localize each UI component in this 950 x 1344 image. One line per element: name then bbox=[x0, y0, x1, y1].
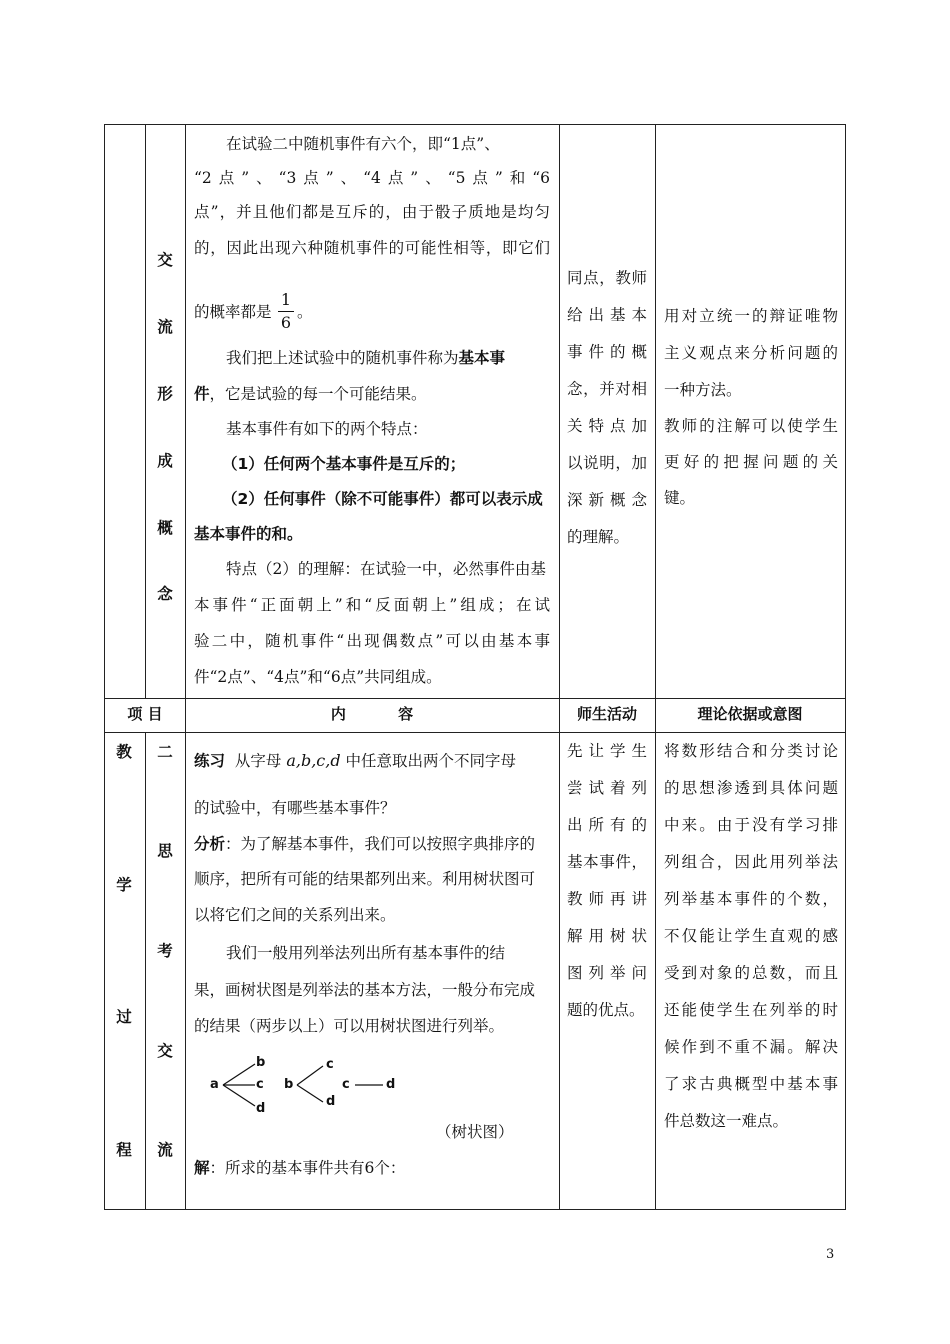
table-border-right bbox=[845, 124, 846, 1210]
activity-line: 念，并对相 bbox=[567, 380, 647, 398]
tree-node-b: b bbox=[284, 1077, 294, 1092]
content-line: “2点”、“3点”、“4点”、“5点”和“6 bbox=[194, 169, 550, 187]
definition-line bbox=[226, 340, 505, 377]
rationale-line: 受到对象的总数，而且 bbox=[664, 964, 838, 982]
solution-line bbox=[194, 1150, 405, 1187]
exercise-line bbox=[194, 742, 516, 780]
rationale-line: 教师的注解可以使学生 bbox=[664, 417, 838, 435]
content-line: 的概率都是 bbox=[194, 303, 272, 321]
fraction-numerator: 1 bbox=[280, 290, 292, 309]
definition-term: 基本事 bbox=[458, 349, 506, 367]
tree-branch bbox=[297, 1085, 323, 1102]
method-line: 果，画树状图是列举法的基本方法，一般分布完成 bbox=[194, 981, 536, 999]
stage-char: 交 bbox=[157, 1042, 173, 1060]
tree-branch bbox=[223, 1085, 255, 1106]
method-line: 的结果（两步以上）可以用树状图进行列举。 bbox=[194, 1017, 505, 1035]
tree-node: d bbox=[326, 1094, 336, 1109]
rationale-line: 不仅能让学生直观的感 bbox=[664, 927, 838, 945]
activity-line: 教师再讲 bbox=[567, 890, 647, 908]
exercise-text: 从字母 bbox=[234, 752, 282, 770]
rationale-line: 列组合，因此用列举法 bbox=[664, 853, 838, 871]
rationale-line: 用对立统一的辩证唯物 bbox=[664, 307, 838, 325]
feature-2: （2）任何事件（除不可能事件）都可以表示成 bbox=[222, 490, 543, 508]
exercise-letters: a,b,c,d bbox=[286, 751, 341, 770]
fraction-denominator: 6 bbox=[280, 313, 292, 332]
tree-node: b bbox=[256, 1055, 266, 1070]
analysis-label: 分析 bbox=[194, 835, 226, 853]
exercise-text: 中任意取出两个不同字母 bbox=[345, 752, 517, 770]
stage-char: 思 bbox=[157, 842, 173, 860]
page-number: 3 bbox=[826, 1247, 835, 1262]
stage-char: 流 bbox=[157, 1141, 173, 1159]
rationale-line: 列举基本事件的个数， bbox=[664, 890, 838, 908]
explain-line: 件“2点”、“4点”和“6点”共同组成。 bbox=[194, 668, 442, 686]
activity-line: 尝试着列 bbox=[567, 779, 647, 797]
tree-node-c: c bbox=[342, 1077, 350, 1092]
rationale-line: 的思想渗透到具体问题 bbox=[664, 779, 838, 797]
stage-char: 成 bbox=[157, 452, 173, 470]
header-item: 项 目 bbox=[127, 705, 163, 723]
stage-char: 过 bbox=[116, 1008, 132, 1026]
rationale-line: 了求古典概型中基本事 bbox=[664, 1075, 838, 1093]
definition-suffix: ，它是试验的每一个可能结果。 bbox=[209, 385, 427, 403]
rationale-line: 更好的把握问题的关 bbox=[664, 453, 838, 471]
explain-line: 验二中，随机事件“出现偶数点”可以由基本事 bbox=[194, 632, 550, 650]
explain-line: 特点（2）的理解：在试验一中，必然事件由基 bbox=[226, 560, 546, 578]
stage-char: 概 bbox=[157, 519, 173, 537]
tree-node-a: a bbox=[210, 1077, 219, 1092]
rationale-line: 中来。由于没有学习排 bbox=[664, 816, 838, 834]
analysis-line: 以将它们之间的关系列出来。 bbox=[194, 906, 396, 924]
exercise-label: 练习 bbox=[194, 752, 226, 770]
rationale-line: 将数形结合和分类讨论 bbox=[664, 742, 838, 760]
tree-node: d bbox=[386, 1077, 396, 1092]
header-content: 内 容 bbox=[330, 705, 414, 723]
table-border-top bbox=[104, 124, 846, 125]
rationale-line: 候作到不重不漏。解决 bbox=[664, 1038, 838, 1056]
tree-node: c bbox=[326, 1057, 334, 1072]
activity-line: 出所有的 bbox=[567, 816, 647, 834]
rationale-line: 件总数这一难点。 bbox=[664, 1112, 789, 1130]
table-col-divider-3 bbox=[559, 124, 560, 1210]
header-rationale: 理论依据或意图 bbox=[697, 705, 803, 723]
tree-caption: （树状图） bbox=[436, 1123, 514, 1141]
definition-term-end: 件 bbox=[194, 385, 210, 403]
feature-1: （1）任何两个基本事件是互斥的； bbox=[222, 455, 466, 473]
tree-node: d bbox=[256, 1101, 266, 1116]
content-line: 点”，并且他们都是互斥的，由于骰子质地是均匀 bbox=[194, 203, 550, 221]
activity-line: 以说明，加 bbox=[567, 454, 647, 472]
activity-line: 题的优点。 bbox=[567, 1001, 645, 1019]
definition-line bbox=[194, 376, 427, 413]
activity-line: 给出基本 bbox=[567, 306, 647, 324]
rationale-line: 还能使学生在列举的时 bbox=[664, 1001, 838, 1019]
activity-line: 同点，教师 bbox=[567, 269, 647, 287]
activity-line: 深新概念 bbox=[567, 491, 647, 509]
stage-char: 考 bbox=[157, 942, 173, 960]
rationale-line: 一种方法。 bbox=[664, 381, 742, 399]
definition-prefix: 我们把上述试验中的随机事件称为 bbox=[226, 349, 459, 367]
stage-char: 流 bbox=[157, 318, 173, 336]
fraction-bar bbox=[278, 311, 294, 312]
analysis-text: ：为了解基本事件，我们可以按照字典排序的 bbox=[225, 835, 536, 853]
content-line: 的，因此出现六种随机事件的可能性相等，即它们 bbox=[194, 239, 550, 257]
features-intro: 基本事件有如下的两个特点： bbox=[226, 420, 428, 438]
analysis-line bbox=[194, 826, 535, 863]
stage-char: 程 bbox=[116, 1141, 132, 1159]
activity-line: 图列举问 bbox=[567, 964, 647, 982]
method-line: 我们一般用列举法列出所有基本事件的结 bbox=[226, 944, 506, 962]
solution-label: 解 bbox=[194, 1159, 210, 1177]
table-col-divider-1a bbox=[145, 124, 146, 699]
fraction-one-sixth bbox=[276, 290, 296, 333]
rationale-line: 键。 bbox=[664, 489, 696, 507]
stage-char: 学 bbox=[116, 876, 132, 894]
header-activity: 师生活动 bbox=[576, 705, 637, 723]
exercise-line: 的试验中，有哪些基本事件？ bbox=[194, 799, 396, 817]
analysis-line: 顺序，把所有可能的结果都列出来。利用树状图可 bbox=[194, 870, 536, 888]
tree-branch bbox=[297, 1066, 323, 1085]
table-col-divider-4 bbox=[655, 124, 656, 1210]
activity-line: 先让学生 bbox=[567, 742, 647, 760]
activity-line: 的理解。 bbox=[567, 528, 630, 546]
activity-line: 事件的概 bbox=[567, 343, 647, 361]
activity-line: 基本事件， bbox=[567, 853, 647, 871]
explain-line: 本事件“正面朝上”和“反面朝上”组成；在试 bbox=[194, 596, 550, 614]
tree-node: c bbox=[256, 1077, 264, 1092]
stage-char: 念 bbox=[157, 585, 173, 603]
activity-line: 关特点加 bbox=[567, 417, 647, 435]
content-line: 在试验二中随机事件有六个，即“1点”、 bbox=[226, 135, 500, 153]
stage-char: 教 bbox=[116, 743, 132, 761]
activity-line: 解用树状 bbox=[567, 927, 647, 945]
feature-2: 基本事件的和。 bbox=[194, 525, 303, 543]
table-col-divider-2 bbox=[185, 124, 186, 1210]
stage-char: 二 bbox=[157, 743, 173, 761]
tree-branch bbox=[223, 1064, 255, 1085]
table-border-bottom bbox=[104, 1209, 846, 1210]
stage-char: 交 bbox=[157, 251, 173, 269]
table-header-top bbox=[104, 698, 846, 699]
content-line: 。 bbox=[297, 303, 313, 321]
table-border-left bbox=[104, 124, 105, 1210]
solution-text: ：所求的基本事件共有6个： bbox=[209, 1159, 406, 1177]
stage-char: 形 bbox=[157, 385, 173, 403]
rationale-line: 主义观点来分析问题的 bbox=[664, 344, 838, 362]
